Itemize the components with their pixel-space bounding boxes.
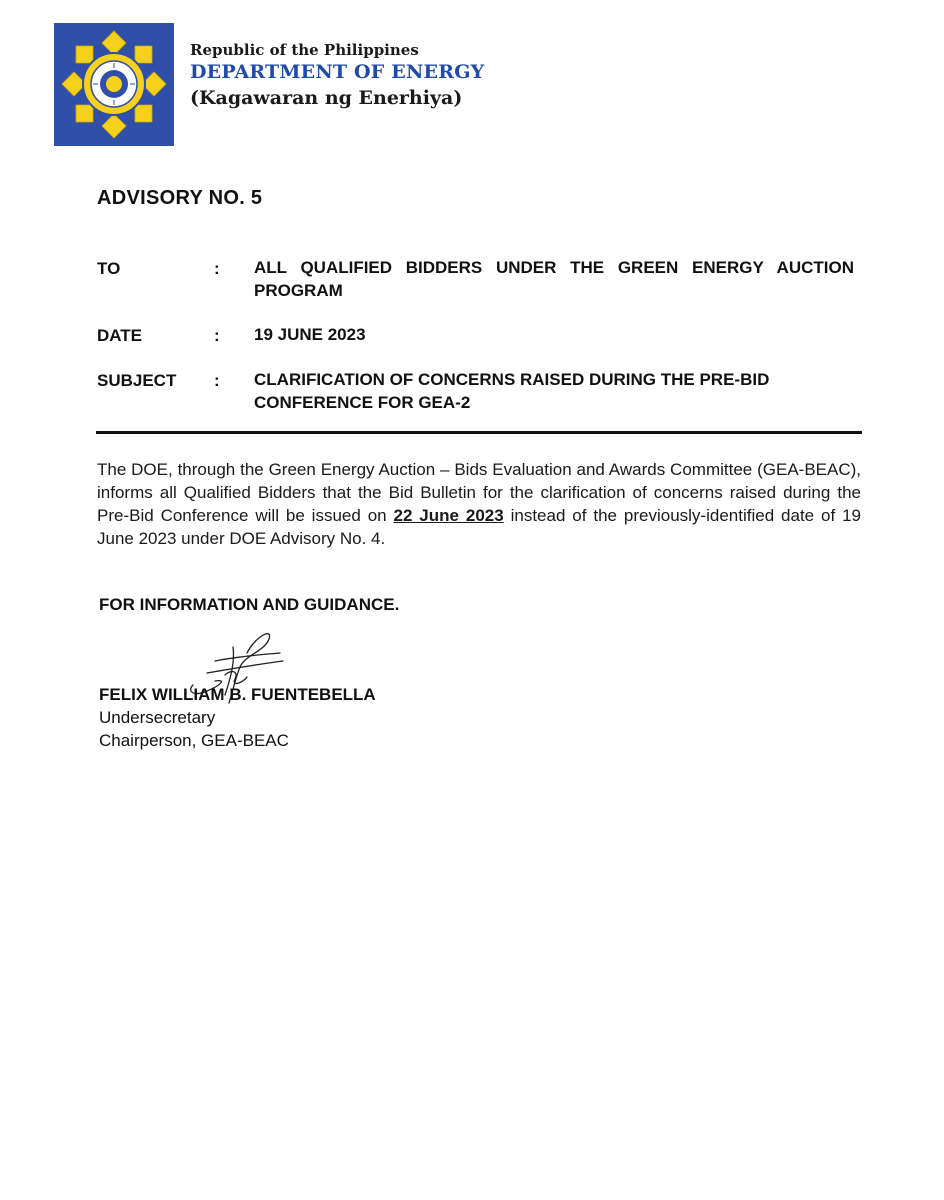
date-field <box>97 323 862 347</box>
bulletin-date-highlight: 22 June 2023 <box>393 506 504 525</box>
doe-seal-icon <box>54 23 174 146</box>
subject-colon: : <box>214 371 220 390</box>
closing-line: FOR INFORMATION AND GUIDANCE. <box>99 595 400 614</box>
signatory-role: Chairperson, GEA-BEAC <box>99 731 289 750</box>
body-text-part2: instead of the previously-identified date of 19 June 2023 under DOE Advisory No. 4. <box>97 506 862 548</box>
date-colon: : <box>214 326 220 345</box>
signatory-block <box>99 683 376 752</box>
to-label: TO <box>97 259 121 278</box>
advisory-title: ADVISORY NO. 5 <box>97 187 263 209</box>
subject-label: SUBJECT <box>97 371 177 390</box>
to-value: ALL QUALIFIED BIDDERS UNDER THE GREEN ENERGY AUCTION PROGRAM <box>254 258 854 300</box>
to-colon: : <box>214 259 220 278</box>
date-value: 19 JUNE 2023 <box>254 325 366 344</box>
signatory-position: Undersecretary <box>99 708 216 727</box>
department-name-tagalog: (Kagawaran ng Enerhiya) <box>190 87 463 109</box>
to-field <box>97 256 862 306</box>
agency-header <box>190 40 484 112</box>
signatory-name: FELIX WILLIAM B. FUENTEBELLA <box>99 685 376 704</box>
republic-line: Republic of the Philippines <box>190 41 419 59</box>
subject-value: CLARIFICATION OF CONCERNS RAISED DURING THE PRE-BID CONFERENCE FOR GEA-2 <box>254 370 770 412</box>
department-name: DEPARTMENT OF ENERGY <box>190 61 485 83</box>
body-text-part1: The DOE, through the Green Energy Auction – Bids Evaluation and Awards Committee (GEA-BEAC), informs all Qualified Bidders that the Bid Bulletin for the clarification of concerns raised during the Pre-Bid Conference will be issued on <box>97 460 861 525</box>
header-divider <box>96 431 862 434</box>
date-label: DATE <box>97 326 143 345</box>
advisory-body <box>97 458 861 550</box>
subject-field <box>97 368 862 418</box>
